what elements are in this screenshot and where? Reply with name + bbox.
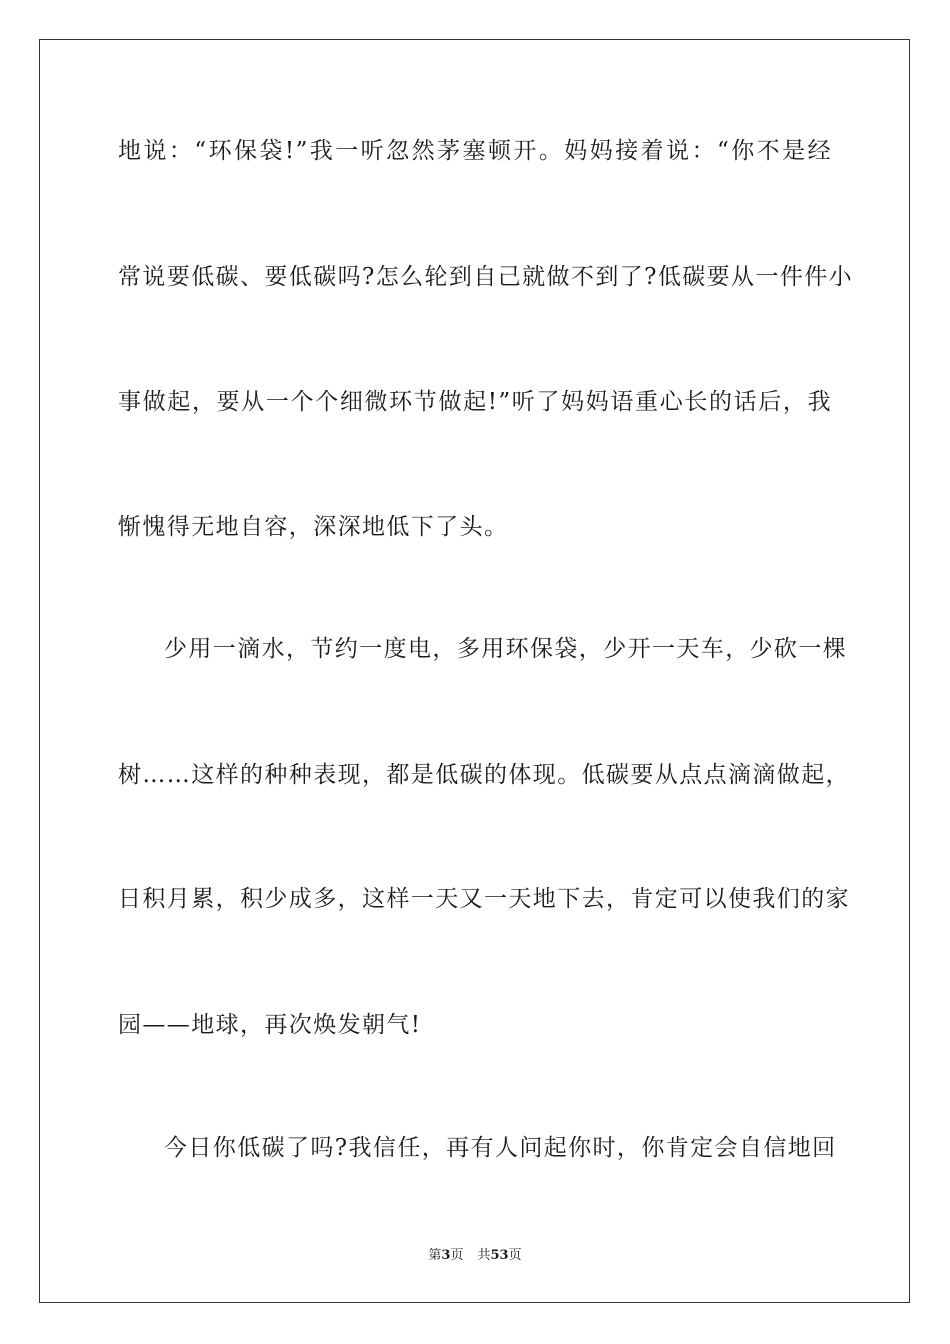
text-line-3: 事做起，要从一个个细微环节做起!”听了妈妈语重心长的话后，我 [118, 389, 832, 415]
total-pages: 53 [490, 1248, 509, 1263]
text-line-9: 今日你低碳了吗?我信任，再有人问起你时，你肯定会自信地回 [164, 1135, 837, 1161]
page-number: 3 [441, 1248, 451, 1263]
total-suffix: 页 [508, 1248, 522, 1263]
text-line-6: 树……这样的种种表现，都是低碳的体现。低碳要从点点滴滴做起， [118, 762, 850, 788]
page-prefix: 第 [428, 1248, 442, 1263]
text-line-2: 常说要低碳、要低碳吗?怎么轮到自己就做不到了?低碳要从一件件小 [118, 264, 854, 290]
page-footer [0, 1247, 950, 1265]
text-line-7: 日积月累，积少成多，这样一天又一天地下去，肯定可以使我们的家 [118, 886, 850, 912]
text-line-1: 地说：“环保袋!”我一听忽然茅塞顿开。妈妈接着说：“你不是经 [118, 138, 832, 164]
page-border [39, 39, 910, 1303]
text-line-5: 少用一滴水，节约一度电，多用环保袋，少开一天车，少砍一棵 [164, 636, 848, 662]
text-line-8: 园——地球，再次焕发朝气! [118, 1012, 422, 1038]
page-suffix: 页 [450, 1248, 464, 1263]
total-prefix: 共 [477, 1248, 491, 1263]
text-line-4: 惭愧得无地自容，深深地低下了头。 [118, 514, 509, 540]
